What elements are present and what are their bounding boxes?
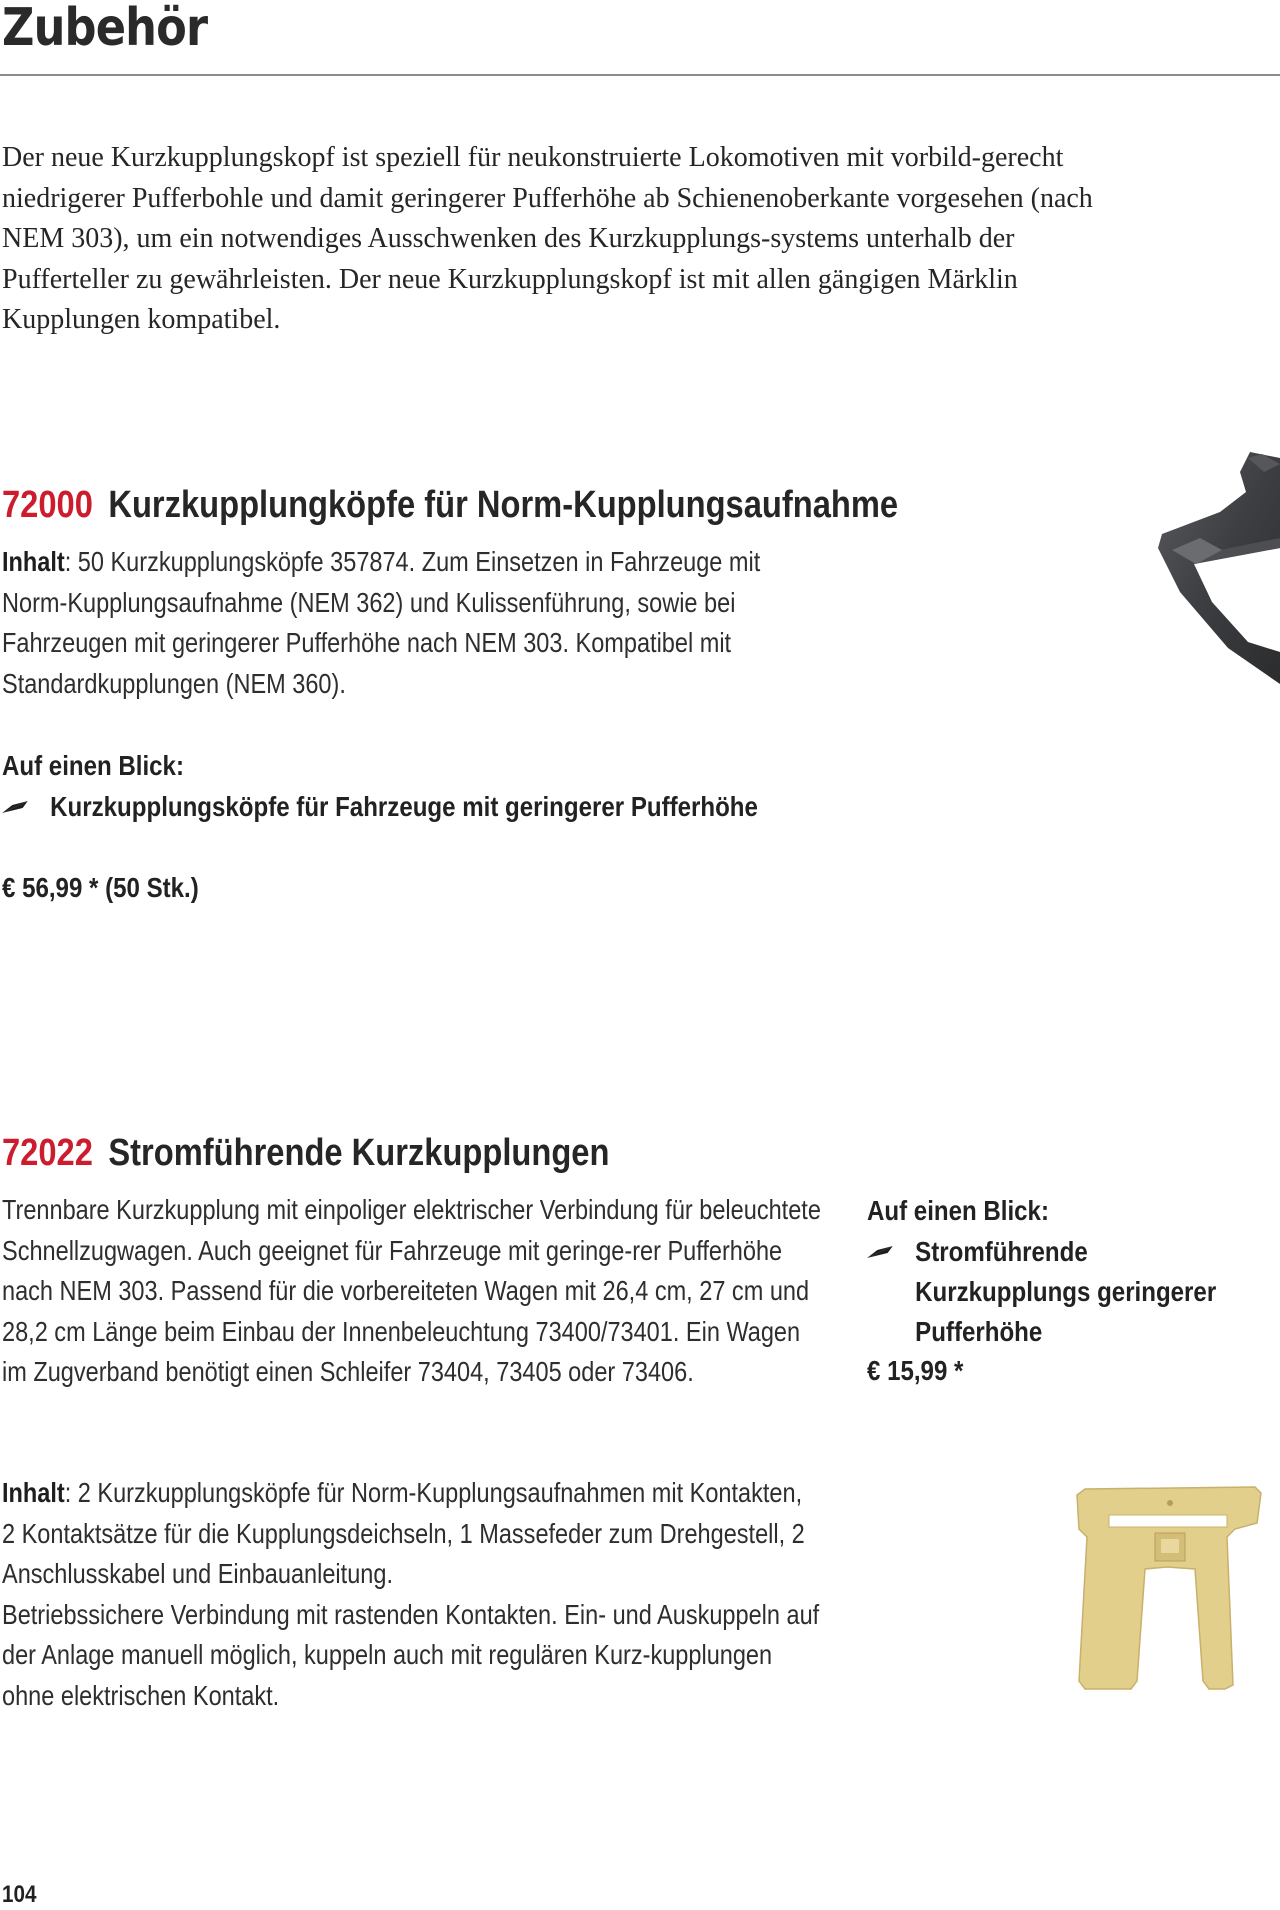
bullet-text: Kurzkupplungsköpfe für Fahrzeuge mit geringerer Pufferhöhe <box>50 791 758 822</box>
article-number-72000: 72000 <box>2 484 93 526</box>
product-72022-bullet <box>867 1232 1250 1352</box>
article-number-72022: 72022 <box>2 1132 93 1174</box>
content-text-2: Betriebssichere Verbindung mit rastenden Kontakten. Ein- und Auskuppeln auf der Anlage manuell möglich, kuppeln auch mit regulären Kurz-kupplungen ohne elektrischen Kontakt. <box>2 1598 820 1711</box>
arrow-bullet-icon <box>2 787 50 827</box>
arrow-bullet-icon <box>867 1232 915 1272</box>
product-72000-bullet <box>2 787 862 827</box>
product-72022-description: Trennbare Kurzkupplung mit einpoliger elektrischer Verbindung für beleuchtete Schnellzugwagen. Auch geeignet für Fahrzeuge mit geringe-rer Pufferhöhe nach NEM 303. Passend für die vorbereiteten Wagen mit 26,4 cm, 27 cm und 28,2 cm Länge beim Einbau der Innenbeleuchtung 73400/73401. Ein Wagen im Zugverband benötigt einen Schleifer 73404, 73405 oder 73406. <box>2 1194 821 1387</box>
product-72000-name: Kurzkupplungköpfe für Norm-Kupplungsaufnahme <box>108 484 899 526</box>
intro-paragraph: Der neue Kurzkupplungskopf ist speziell für neukonstruierte Lokomotiven mit vorbild-gerecht niedrigerer Pufferbohle und damit geringerer Pufferhöhe ab Schienenoberkante vorgesehen (nach NEM 303), um ein notwendiges Ausschwenken des Kurzkupplungs-systems unterhalb der Pufferteller zu gewährleisten. Der neue Kurzkupplungskopf ist mit allen gängigen Märklin Kupplungen kompatibel. <box>2 142 1093 335</box>
product-72000-title <box>2 482 898 528</box>
content-label: Inhalt <box>2 1477 65 1508</box>
product-72022-price: € 15,99 * <box>867 1355 964 1386</box>
product-72022-name: Stromführende Kurzkupplungen <box>108 1132 610 1174</box>
content-text: : 2 Kurzkupplungsköpfe für Norm-Kupplungsaufnahmen mit Kontakten, 2 Kontaktsätze für die Kupplungsdeichseln, 1 Massefeder zum Drehgestell, 2 Anschlusskabel und Einbauanleitung. <box>2 1477 805 1589</box>
product-72022-title <box>2 1130 609 1176</box>
product-72000-price: € 56,99 * (50 Stk.) <box>2 872 199 903</box>
contact-coupler-image <box>1075 1485 1265 1691</box>
content-label: Inhalt <box>2 546 65 577</box>
coupler-head-image <box>1150 452 1280 692</box>
product-72022-glance-heading: Auf einen Blick: <box>867 1195 1049 1226</box>
product-72000-glance-heading: Auf einen Blick: <box>2 750 184 781</box>
bullet-text: Stromführende Kurzkupplungs geringerer Pufferhöhe <box>915 1236 1217 1347</box>
page-title: Zubehör <box>2 0 208 58</box>
product-72000-content <box>2 542 792 704</box>
heading-divider <box>0 74 1280 76</box>
product-72022-content <box>2 1473 821 1716</box>
content-text: : 50 Kurzkupplungsköpfe 357874. Zum Einsetzen in Fahrzeuge mit Norm-Kupplungsaufnahme (NEM 362) und Kulissenführung, sowie bei Fahrzeugen mit geringerer Pufferhöhe nach NEM 303. Kompatibel mit Standardkupplungen (NEM 360). <box>2 546 761 699</box>
page-number: 104 <box>2 1881 37 1908</box>
